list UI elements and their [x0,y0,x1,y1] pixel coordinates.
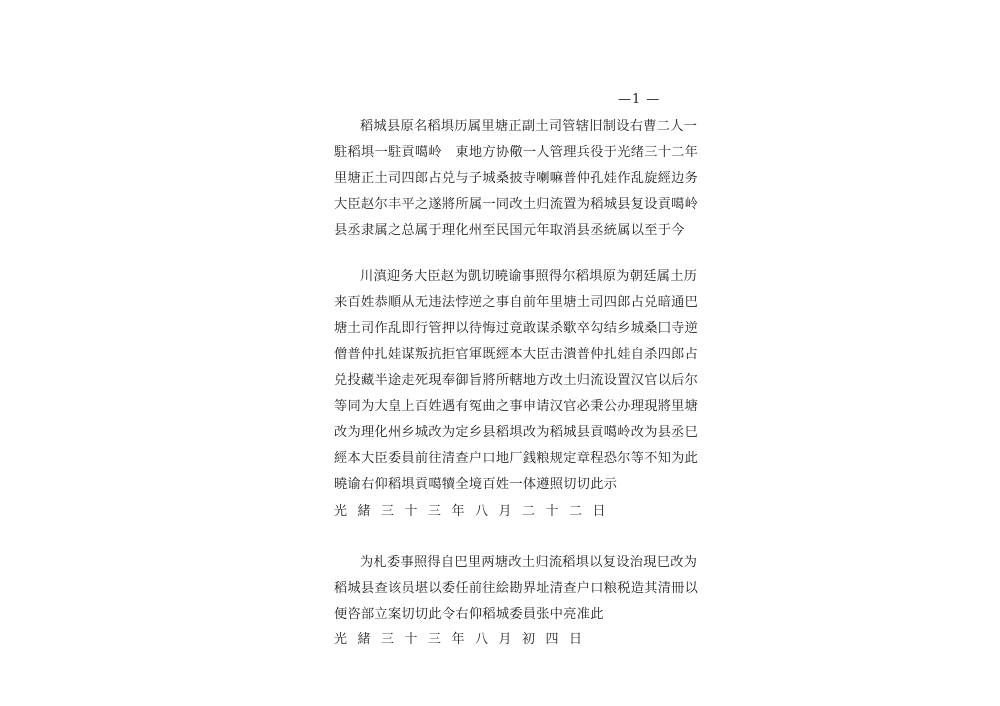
paragraph-county-history [334,114,699,244]
text-line: 县丞隶属之总属于理化州至民国元年取消县丞統属以至于今 [334,223,685,238]
page-number: —1 — [618,92,661,107]
date-char: 十 [404,632,418,647]
text-line: 僧普仲扎娃谋叛抗拒官軍既經本大臣击潰普仲扎娃自杀四郎占 [334,347,699,362]
date-char: 年 [451,632,465,647]
text-line: 为札委事照得自巴里两塘改土归流稻埧以复设治現巳改为 [360,555,698,570]
text-line: 駐稻埧一駐貢噶岭 東地方协儆一人管理兵役于光绪三十二年 [334,145,699,160]
date-char: 緒 [357,504,371,519]
date-char: 三 [381,632,395,647]
paragraph-commission [334,550,699,628]
paragraph-proclamation [334,264,699,498]
text-line: 改为理化州乡城改为定乡县稻埧改为稻城县貢噶岭改为县丞巳 [334,425,699,440]
date-char: 二 [522,504,536,519]
date-char: 日 [592,504,606,519]
date-char: 月 [498,632,512,647]
text-line: 稻城县查该员堪以委任前往絵勘界址清查户口粮税造其清冊以 [334,581,699,596]
date-char: 光 [334,632,348,647]
text-line: 便咨部立案切切此令右仰稻城委員张中亮准此 [334,607,604,622]
date-line-1 [334,500,664,519]
date-char: 四 [545,632,559,647]
date-char: 三 [381,504,395,519]
text-line: 塘土司作乱即行管押以待悔过竟敢谋杀歜卒勾结乡城桑囗寺逆 [334,321,699,336]
text-line: 里塘正土司四郎占兑与子城桑披寺喇嘛普仲孔娃作乱旋經边务 [334,171,699,186]
date-line-2 [334,628,664,647]
date-char: 八 [475,632,489,647]
date-char: 日 [569,632,583,647]
text-line: 川滇迎务大臣赵为凱切曉谕事照得尔稻埧原为朝廷属土历 [360,269,698,284]
date-char: 二 [569,504,583,519]
date-char: 十 [545,504,559,519]
text-line: 稻城县原名稻埧历属里塘正副土司管辖旧制设右曹二人一 [360,119,698,134]
date-char: 光 [334,504,348,519]
date-char: 三 [428,632,442,647]
date-char: 八 [475,504,489,519]
date-char: 十 [404,504,418,519]
date-char: 緒 [357,632,371,647]
date-char: 初 [522,632,536,647]
text-line: 等同为大皇上百姓遇有冤曲之事申请汉官必秉公办理現將里塘 [334,399,699,414]
date-char: 月 [498,504,512,519]
text-line: 大臣赵尔丰平之遂將所属一同改土归流置为稻城县复设貢噶岭 [334,197,699,212]
date-char: 三 [428,504,442,519]
text-line: 經本大臣委員前往清查户口地厂銭粮规定章程恐尔等不知为此 [334,451,699,466]
date-char: 年 [451,504,465,519]
text-line: 来百姓恭順从无违法悖逆之事自前年里塘土司四郎占兑暗通巴 [334,295,699,310]
text-line: 兑投藏半途走死現奉御旨將所轄地方改土归流设置汉官以后尔 [334,373,699,388]
text-line: 曉谕右仰稻埧貢噶犢全境百姓一体遵照切切此示 [334,477,618,492]
